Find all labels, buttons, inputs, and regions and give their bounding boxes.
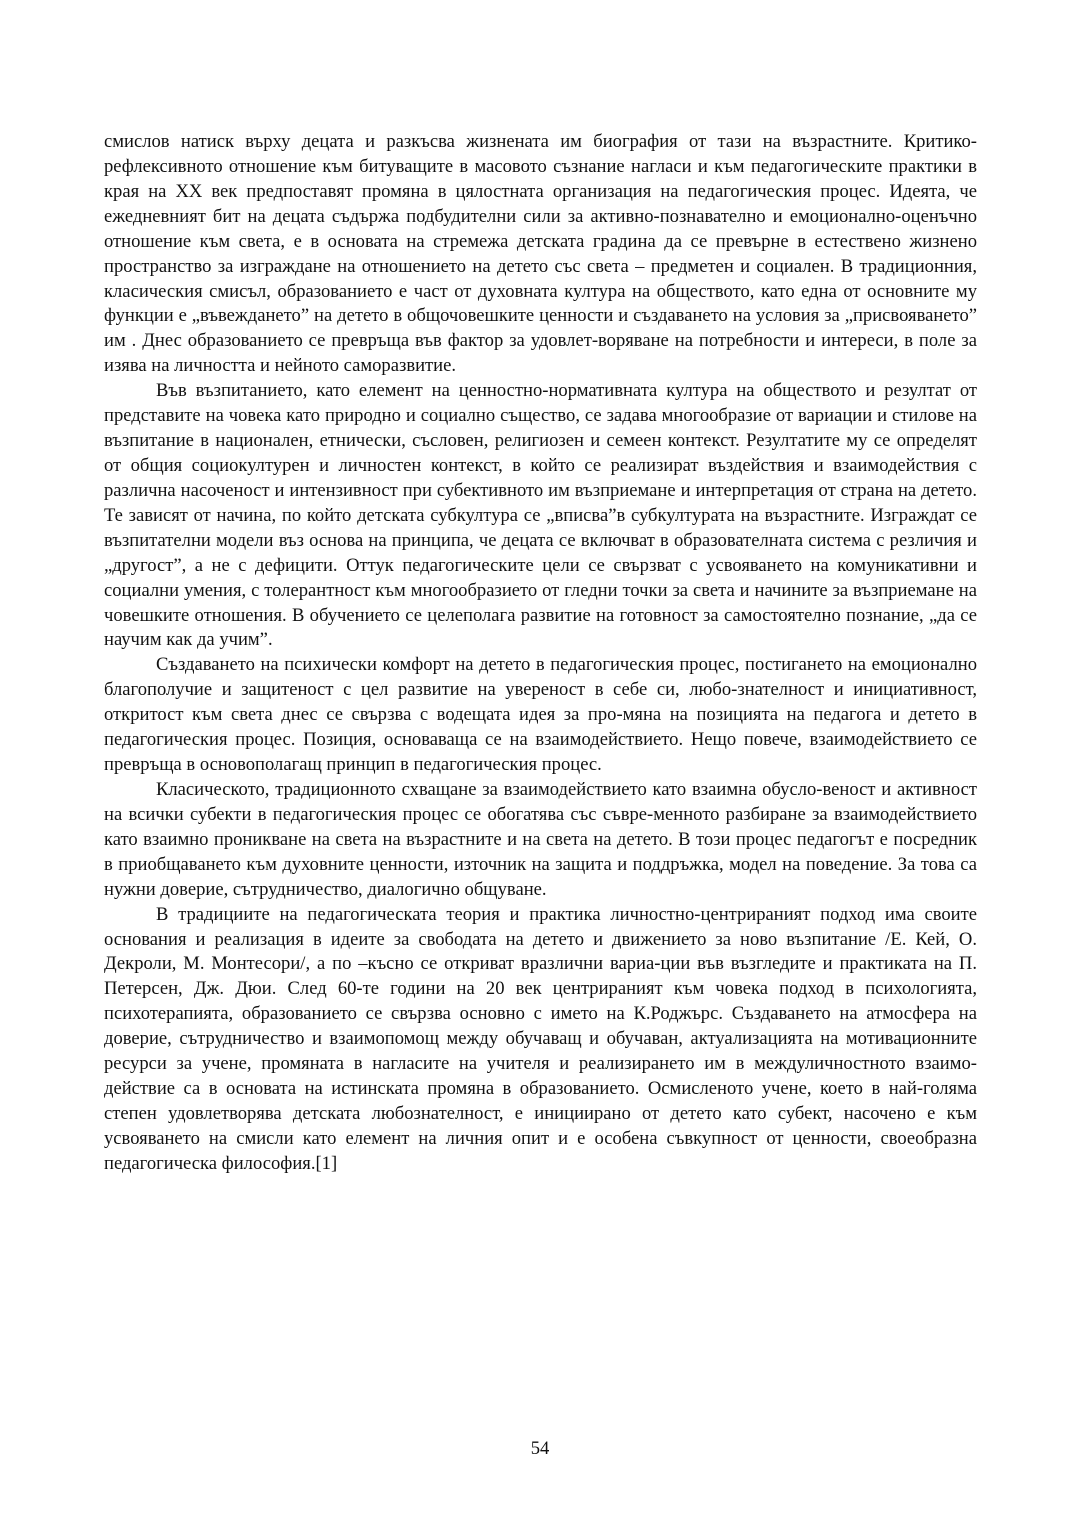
page-number: 54 [530, 1438, 550, 1459]
paragraph: Във възпитанието, като елемент на ценностно-нормативната култура на обществото и резултат от представите на човека като природно и социално същество, се задава многообразие от вариации и стилове на възпитание в национален, етнически, съсловен, религиозен и семеен контекст. Резултатите му се определят от общия социокултурен и личностен контекст, в който се реализират въздействия и взаимодействия с различна насоченост и интензивност при субективното им възприемане и интерпретация от страна на детето. Те зависят от начина, по който детската субкултура се „вписва”в субкултурата на възрастните. Изграждат се възпитателни модели въз основа на принципа, че децата се включват в образователната система с резличия и „другост”, а не с дефицити. Оттук педагогическите цели се свързват с усвояването на комуникативни и социални умения, с толерантност към многообразието от гледни точки за света и начините за възприемане на човешките отношения. В обучението се целеполага развитие на готовност за самостоятелно познание, „да се научим как да учим”. [104, 380, 977, 651]
paragraph: В традициите на педагогическата теория и практика личностно-центрираният подход има своите основания и реализация в идеите за свободата на детето и движението за ново възпитание /Е. Кей, О. Декроли, М. Монтесори/, а по –късно се откриват вразлични вариа-ции във възгледите и практиката на П. Петерсен, Дж. Дюи. След 60-те години на 20 век центрираният към човека подход в психологията, психотерапията, образованието се свързва основно с името на К.Роджърс. Създаването на атмосфера на доверие, сътрудничество и взаимопомощ между обучаващ и обучаван, актуализацията на мотивационните ресурси за учене, промяната в нагласите на учителя и реализирането им в междуличностното взаимо-действие са в основата на истинската промяна в образованието. Осмисленото учене, което в най-голяма степен удовлетворява детската любознателност, е инициирано от детето като субект, насочено е към усвояването на смисли като елемент на личния опит и е особена съвкупност от ценности, своеобразна педагогическа философия.[1] [104, 903, 977, 1174]
paragraph: Създаването на психически комфорт на детето в педагогическия процес, постигането на емоционално благополучие и защитеност с цел развитие на увереност в себе си, любо-знателност и инициативност, откритост към света днес се свързва с водещата идея за про-мяна на позицията на педагога и детето в педагогическия процес. Позиция, основаваща се на взаимодействието. Нещо повече, взаимодействието се превръща в основополагащ принцип в педагогическия процес. [104, 654, 977, 776]
paragraph: Класическото, традиционното схващане за взаимодействието като взаимна обусло-веност и активност на всички субекти в педагогическия процес се обогатява със съвре-менното разбиране за взаимодействието като взаимно проникване на света на възрастните и на света на детето. В този процес педагогът е посредник в приобщаването към духовните ценности, източник на защита и поддръжка, модел на поведение. За това са нужни доверие, сътрудничество, диалогично общуване. [104, 778, 977, 900]
body-text [104, 130, 977, 1177]
paragraph: смислов натиск върху децата и разкъсва жизнената им биография от тази на възрастните. Критико-рефлексивното отношение към битуващите в масовото съзнание нагласи и към педагогическите практики в края на XX век предпоставят промяна в цялостната организация на педагогическия процес. Идеята, че ежедневният бит на децата съдържа подбудителни сили за активно-познавателно и емоционално-оценъчно отношение към света, е в основата на стремежа детската градина да се превърне в естествено жизнено пространство за изграждане на отношението на детето със света – предметен и социален. В традиционния, класическия смисъл, образованието е част от духовната култура на обществото, като една от основните му функции е „въвеждането” на детето в общочовешките ценности и създаването на условия за „присвояването” им . Днес образованието се превръща във фактор за удовлет-воряване на потребности и интереси, в поле за изява на личността и нейното саморазвитие. [104, 131, 977, 377]
